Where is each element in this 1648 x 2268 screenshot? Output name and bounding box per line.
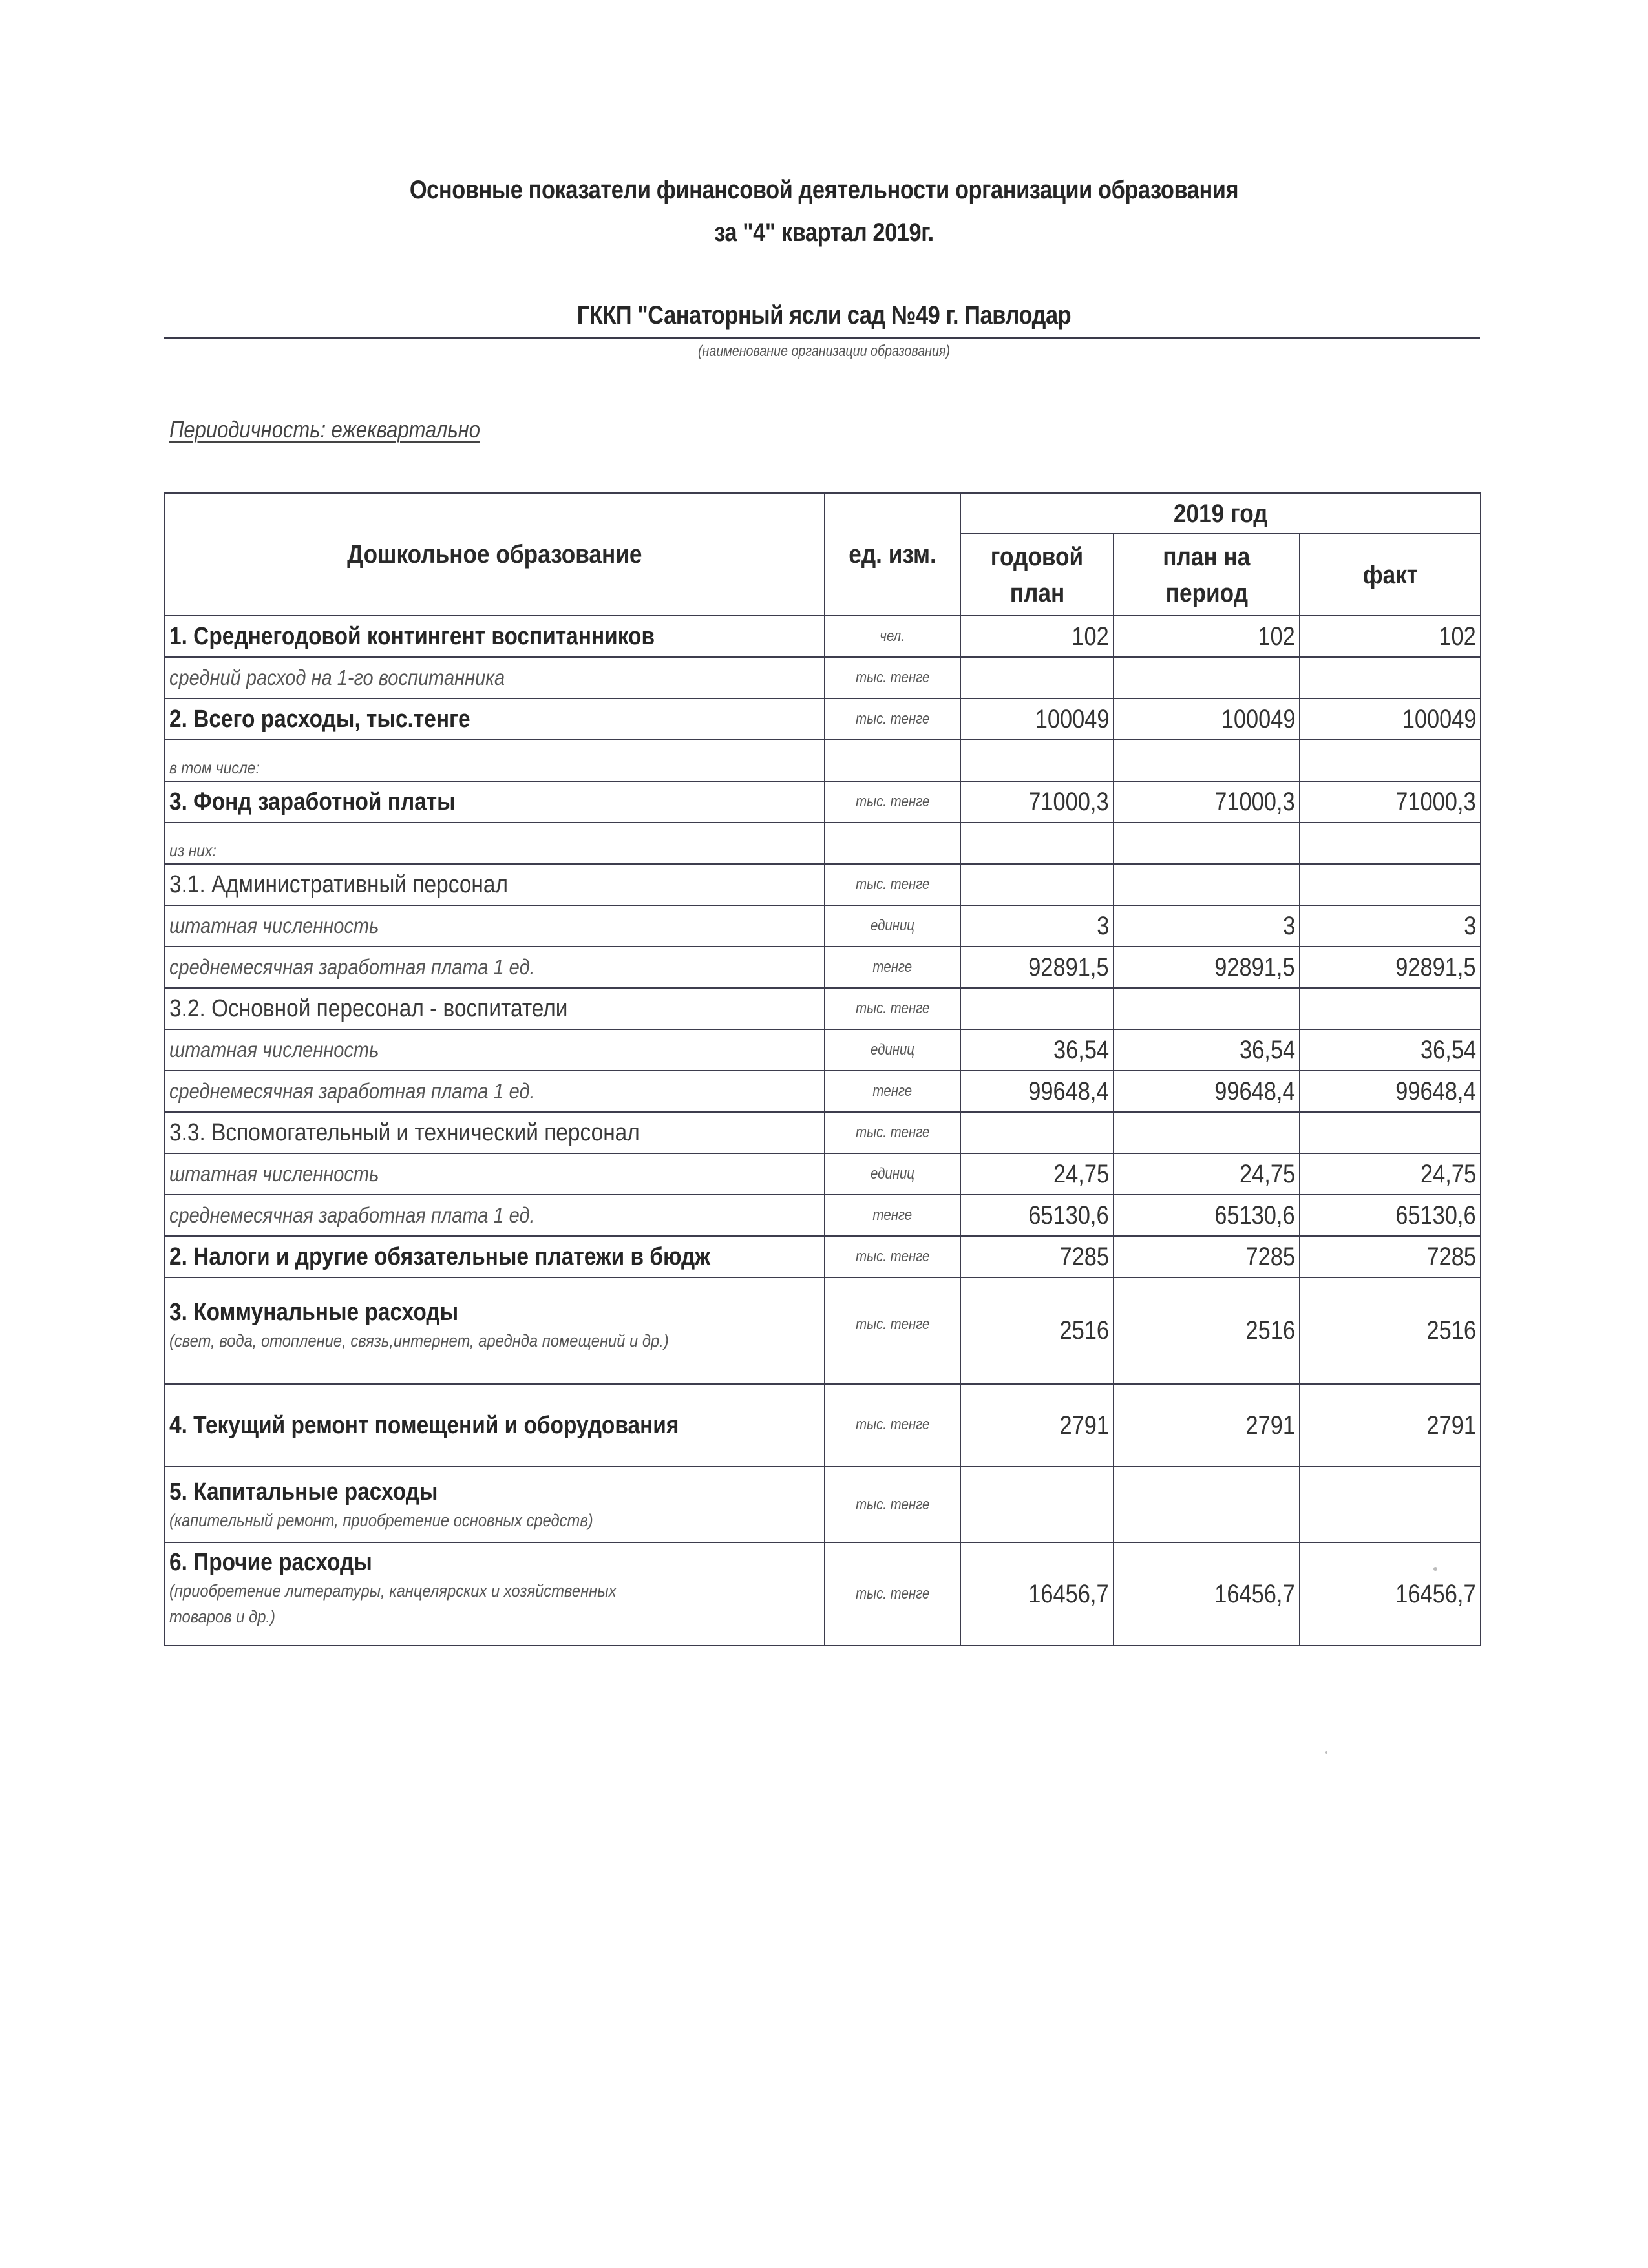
fact-value: 71000,3 xyxy=(1300,781,1481,823)
row-label: 6. Прочие расходы (приобретение литературы, канцелярских и хозяйственных товаров и др.) xyxy=(165,1542,825,1646)
row-label: 4. Текущий ремонт помещений и оборудования xyxy=(165,1384,825,1467)
annual-plan-value xyxy=(960,1467,1114,1542)
fact-value xyxy=(1300,1112,1481,1153)
row-unit: тыс. тенге xyxy=(825,1277,960,1384)
header-annual-plan: годовой план xyxy=(960,534,1114,616)
period-plan-value: 65130,6 xyxy=(1114,1195,1300,1236)
table-row xyxy=(165,616,1481,657)
period-plan-value: 92891,5 xyxy=(1114,947,1300,988)
period-plan-value xyxy=(1114,1112,1300,1153)
periodicity-label: Периодичность: ежеквартально xyxy=(169,416,480,443)
annual-plan-value xyxy=(960,1112,1114,1153)
period-plan-value: 36,54 xyxy=(1114,1029,1300,1071)
organization-underline xyxy=(164,337,1480,339)
fact-value: 99648,4 xyxy=(1300,1071,1481,1112)
period-plan-value: 100049 xyxy=(1114,698,1300,740)
fact-value: 2791 xyxy=(1300,1384,1481,1467)
fact-value: 36,54 xyxy=(1300,1029,1481,1071)
fact-value xyxy=(1300,657,1481,698)
row-label: 3.2. Основной пересонал - воспитатели xyxy=(165,988,825,1029)
row-unit: чел. xyxy=(825,616,960,657)
row-unit: тыс. тенге xyxy=(825,988,960,1029)
table-row xyxy=(165,1153,1481,1195)
organization-caption: (наименование организации образования) xyxy=(697,342,951,360)
fact-value xyxy=(1300,988,1481,1029)
row-label: 1. Среднегодовой контингент воспитанников xyxy=(165,616,825,657)
period-plan-value: 102 xyxy=(1114,616,1300,657)
annual-plan-value: 2516 xyxy=(960,1277,1114,1384)
fact-value xyxy=(1300,1467,1481,1542)
table-row xyxy=(165,740,1481,781)
header-period-plan: план на период xyxy=(1114,534,1300,616)
row-unit: тенге xyxy=(825,1071,960,1112)
period-plan-value xyxy=(1114,988,1300,1029)
annual-plan-value: 16456,7 xyxy=(960,1542,1114,1646)
annual-plan-value: 24,75 xyxy=(960,1153,1114,1195)
fact-value: 102 xyxy=(1300,616,1481,657)
row-unit: тыс. тенге xyxy=(825,1236,960,1277)
header-year-group: 2019 год xyxy=(960,493,1481,534)
period-plan-value: 2791 xyxy=(1114,1384,1300,1467)
row-label: среднемесячная заработная плата 1 ед. xyxy=(165,947,825,988)
annual-plan-value xyxy=(960,988,1114,1029)
period-plan-value xyxy=(1114,740,1300,781)
row-unit: тыс. тенге xyxy=(825,781,960,823)
scan-speck xyxy=(1433,1567,1437,1571)
period-plan-value: 2516 xyxy=(1114,1277,1300,1384)
annual-plan-value xyxy=(960,740,1114,781)
table-row xyxy=(165,1467,1481,1542)
row-sublabel: (свет, вода, отопление, связь,интернет, аредндa помещений и др.) xyxy=(169,1330,669,1350)
annual-plan-value: 65130,6 xyxy=(960,1195,1114,1236)
table-row xyxy=(165,1384,1481,1467)
table-row xyxy=(165,1236,1481,1277)
row-unit xyxy=(825,823,960,864)
row-sublabel: (капительный ремонт, приобретение основных средств) xyxy=(169,1510,593,1530)
table-row xyxy=(165,823,1481,864)
row-label: 3.1. Административный персонал xyxy=(165,864,825,905)
row-unit: тенге xyxy=(825,1195,960,1236)
financial-indicators-table xyxy=(164,492,1481,1646)
row-unit: единиц xyxy=(825,1029,960,1071)
period-plan-value: 7285 xyxy=(1114,1236,1300,1277)
period-plan-value: 24,75 xyxy=(1114,1153,1300,1195)
row-unit: тыс. тенге xyxy=(825,657,960,698)
fact-value: 24,75 xyxy=(1300,1153,1481,1195)
period-plan-value: 99648,4 xyxy=(1114,1071,1300,1112)
table-row xyxy=(165,657,1481,698)
row-label: 5. Капитальные расходы (капительный ремонт, приобретение основных средств) xyxy=(165,1467,825,1542)
row-label: среднемесячная заработная плата 1 ед. xyxy=(165,1071,825,1112)
annual-plan-value: 2791 xyxy=(960,1384,1114,1467)
fact-value: 16456,7 xyxy=(1300,1542,1481,1646)
row-unit: единиц xyxy=(825,1153,960,1195)
annual-plan-value: 102 xyxy=(960,616,1114,657)
scan-speck xyxy=(1325,1751,1327,1754)
header-unit-col: ед. изм. xyxy=(825,493,960,616)
row-sublabel-line2: товаров и др.) xyxy=(169,1607,275,1626)
table-row xyxy=(165,988,1481,1029)
table-row xyxy=(165,905,1481,947)
table-row xyxy=(165,1195,1481,1236)
period-plan-value xyxy=(1114,823,1300,864)
row-label: 2. Всего расходы, тыс.тенге xyxy=(165,698,825,740)
row-label: среднемесячная заработная плата 1 ед. xyxy=(165,1195,825,1236)
table-row xyxy=(165,1071,1481,1112)
table-row xyxy=(165,1277,1481,1384)
document-title: Основные показатели финансовой деятельности организации образования xyxy=(409,176,1239,204)
row-unit: единиц xyxy=(825,905,960,947)
row-unit: тыс. тенге xyxy=(825,864,960,905)
annual-plan-value xyxy=(960,864,1114,905)
fact-value xyxy=(1300,864,1481,905)
table-row xyxy=(165,864,1481,905)
period-plan-value: 71000,3 xyxy=(1114,781,1300,823)
annual-plan-value: 71000,3 xyxy=(960,781,1114,823)
fact-value xyxy=(1300,740,1481,781)
fact-value: 100049 xyxy=(1300,698,1481,740)
row-label: средний расход на 1-го воспитанника xyxy=(165,657,825,698)
header-name-col: Дошкольное образование xyxy=(165,493,825,616)
row-unit: тыс. тенге xyxy=(825,698,960,740)
row-label: из них: xyxy=(165,823,825,864)
period-plan-value xyxy=(1114,864,1300,905)
period-plan-value xyxy=(1114,1467,1300,1542)
table-row xyxy=(165,698,1481,740)
document-period-title: за "4" квартал 2019г. xyxy=(714,218,934,247)
table-row xyxy=(165,1112,1481,1153)
fact-value: 2516 xyxy=(1300,1277,1481,1384)
row-label: 2. Налоги и другие обязательные платежи в бюдж xyxy=(165,1236,825,1277)
row-label: 3. Коммунальные расходы (свет, вода, отопление, связь,интернет, аредндa помещений и др.) xyxy=(165,1277,825,1384)
table-row xyxy=(165,1029,1481,1071)
annual-plan-value: 100049 xyxy=(960,698,1114,740)
row-label: штатная численность xyxy=(165,1029,825,1071)
fact-value: 65130,6 xyxy=(1300,1195,1481,1236)
annual-plan-value: 99648,4 xyxy=(960,1071,1114,1112)
row-unit: тыс. тенге xyxy=(825,1112,960,1153)
row-unit xyxy=(825,740,960,781)
annual-plan-value: 7285 xyxy=(960,1236,1114,1277)
annual-plan-value xyxy=(960,823,1114,864)
annual-plan-value xyxy=(960,657,1114,698)
period-plan-value: 3 xyxy=(1114,905,1300,947)
row-unit: тенге xyxy=(825,947,960,988)
annual-plan-value: 3 xyxy=(960,905,1114,947)
table-row xyxy=(165,781,1481,823)
row-sublabel-line1: (приобретение литературы, канцелярских и хозяйственных xyxy=(169,1581,617,1601)
row-unit: тыс. тенге xyxy=(825,1467,960,1542)
annual-plan-value: 92891,5 xyxy=(960,947,1114,988)
period-plan-value: 16456,7 xyxy=(1114,1542,1300,1646)
annual-plan-value: 36,54 xyxy=(960,1029,1114,1071)
fact-value xyxy=(1300,823,1481,864)
row-label: 3. Фонд заработной платы xyxy=(165,781,825,823)
row-label: в том числе: xyxy=(165,740,825,781)
header-fact: факт xyxy=(1300,534,1481,616)
row-unit: тыс. тенге xyxy=(825,1542,960,1646)
row-label: штатная численность xyxy=(165,1153,825,1195)
fact-value: 7285 xyxy=(1300,1236,1481,1277)
table-row xyxy=(165,947,1481,988)
fact-value: 92891,5 xyxy=(1300,947,1481,988)
row-label: штатная численность xyxy=(165,905,825,947)
fact-value: 3 xyxy=(1300,905,1481,947)
row-label: 3.3. Вспомогательный и технический персонал xyxy=(165,1112,825,1153)
period-plan-value xyxy=(1114,657,1300,698)
table-row xyxy=(165,1542,1481,1646)
row-unit: тыс. тенге xyxy=(825,1384,960,1467)
organization-name: ГККП "Санаторный ясли сад №49 г. Павлодар xyxy=(576,301,1072,330)
header-row xyxy=(165,493,1481,534)
